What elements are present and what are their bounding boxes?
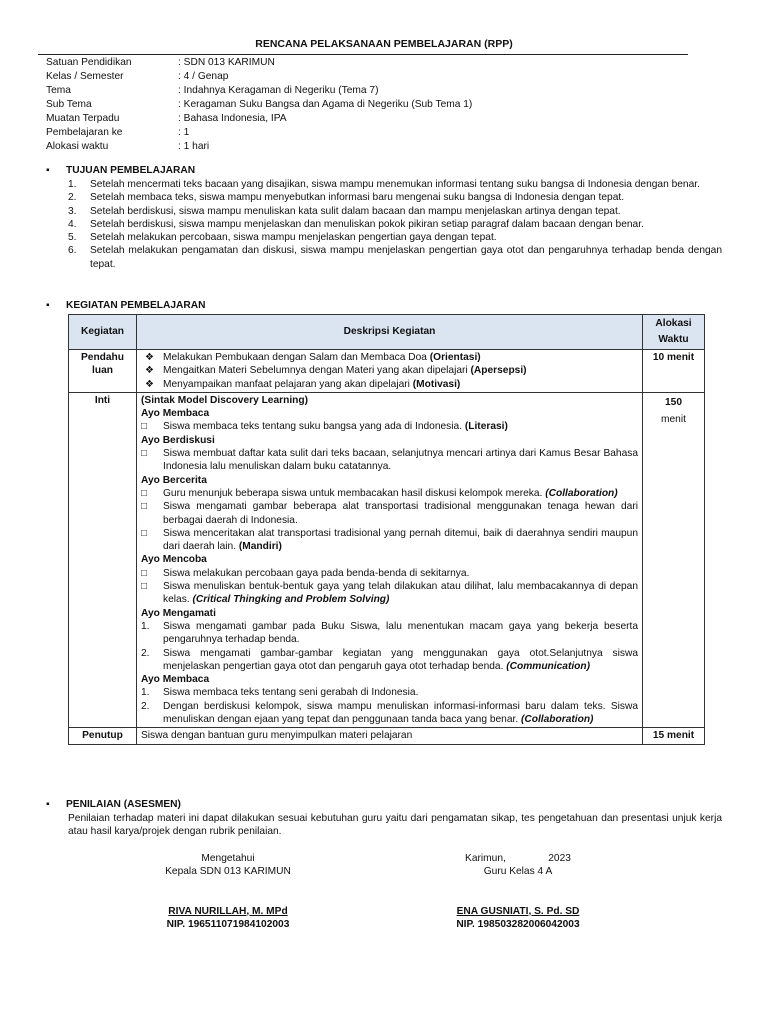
item-number: 1.	[141, 687, 150, 699]
activity-title: Ayo Membaca	[141, 674, 210, 686]
activity-title: Ayo Berdiskusi	[141, 434, 215, 446]
inti-time-unit: menit	[661, 413, 686, 425]
item-tag: (Apersepsi)	[470, 365, 527, 377]
tujuan-item	[68, 205, 722, 218]
item-tag: (Collaboration)	[545, 487, 618, 499]
item-text: Guru menunjuk beberapa siswa untuk membacakan hasil diskusi kelompok mereka.	[163, 487, 546, 499]
inti-label: Inti	[69, 392, 137, 727]
item-tag: (Mandiri)	[238, 541, 282, 553]
tujuan-heading: ▪ TUJUAN PEMBELAJARAN	[46, 165, 196, 176]
penutup-label: Penutup	[69, 728, 137, 744]
activity-title: Ayo Mencoba	[141, 554, 207, 566]
square-bullet-icon: ▪	[46, 799, 50, 810]
activity-title: Ayo Mengamati	[141, 607, 216, 619]
identity-label: Pembelajaran ke	[46, 127, 123, 138]
item-text: Siswa melakukan percobaan gaya pada benda-benda di sekitarnya.	[163, 567, 470, 579]
item-number: 3.	[68, 205, 77, 217]
tujuan-item	[68, 218, 722, 231]
signature-right	[408, 852, 628, 931]
item-text: Siswa mengamati gambar-gambar kegiatan yang menggunakan gaya otot.Selanjutnya siswa menjelaskan pengertian gaya otot dan pengaruh gaya otot terhadap benda.	[163, 647, 638, 672]
activity-item	[141, 686, 638, 699]
item-number: 2.	[141, 647, 150, 659]
right-jabatan: Guru Kelas 4 A	[483, 866, 553, 878]
kegiatan-heading: ▪ KEGIATAN PEMBELAJARAN	[46, 300, 206, 311]
penutup-text: Siswa dengan bantuan guru menyimpulkan materi pelajaran	[137, 728, 643, 744]
checkbox-bullet-icon: □	[141, 421, 148, 433]
right-nip: NIP. 198503282006042003	[456, 918, 580, 930]
item-tag: (Literasi)	[464, 421, 508, 433]
checkbox-bullet-icon: □	[141, 487, 148, 499]
item-number: 4.	[68, 218, 77, 230]
identity-value: : Indahnya Keragaman di Negeriku (Tema 7)	[178, 85, 379, 96]
item-text: Mengaitkan Materi Sebelumnya dengan Materi yang akan dipelajari	[163, 365, 471, 377]
identity-row	[46, 98, 472, 112]
tujuan-list	[68, 178, 722, 271]
checkbox-bullet-icon: □	[141, 567, 148, 579]
checkbox-bullet-icon: □	[141, 501, 148, 513]
item-text: Siswa menuliskan bentuk-bentuk gaya yang telah dilakukan atau dilihat, lalu membacakannya di depan kelas.	[163, 581, 638, 606]
tujuan-item	[68, 244, 722, 271]
kegiatan-table	[68, 314, 705, 745]
item-number: 1.	[141, 620, 150, 632]
identity-label: Sub Tema	[46, 99, 92, 110]
identity-label: Satuan Pendidikan	[46, 57, 132, 68]
identity-label: Alokasi waktu	[46, 141, 109, 152]
right-place-date: Karimun, 2023	[465, 853, 571, 864]
identity-row	[46, 112, 472, 126]
item-text: Setelah berdiskusi, siswa mampu menuliskan kata sulit dalam bacaan dan mampu menjelaskan artinya dengan tepat.	[90, 205, 621, 217]
diamond-bullet-icon: ❖	[145, 365, 154, 377]
pendahuluan-row	[69, 350, 705, 393]
checkbox-bullet-icon: □	[141, 581, 148, 593]
item-number: 2.	[141, 700, 150, 712]
item-text: Siswa membaca teks tentang seni gerabah di Indonesia.	[163, 687, 419, 699]
identity-label: Tema	[46, 85, 71, 96]
identity-value: : 1 hari	[178, 141, 210, 152]
inti-deskripsi	[137, 392, 643, 727]
activity-title: Ayo Bercerita	[141, 474, 207, 486]
left-nip: NIP. 196511071984102003	[166, 918, 290, 930]
identity-row	[46, 70, 472, 84]
activity-item	[141, 700, 638, 727]
identity-label: Muatan Terpadu	[46, 113, 120, 124]
checkbox-bullet-icon: □	[141, 527, 148, 539]
pendahuluan-item	[141, 364, 638, 377]
activity-title: Ayo Membaca	[141, 408, 210, 420]
item-text: Setelah berdiskusi, siswa mampu menjelaskan dan menuliskan pokok pikiran setiap paragraf dalam bacaan dengan benar.	[90, 218, 644, 230]
activity-item	[141, 500, 638, 527]
item-text: Setelah mencermati teks bacaan yang disajikan, siswa mampu menemukan informasi tentang suku bangsa di Indonesia dengan benar.	[90, 179, 700, 190]
item-tag: (Orientasi)	[429, 352, 481, 363]
square-bullet-icon: ▪	[46, 300, 50, 311]
item-text: Setelah membaca teks, siswa mampu menyebutkan informasi baru mengenai suku bangsa di Indonesia dengan tepat.	[90, 192, 625, 204]
activity-item	[141, 487, 638, 500]
identity-row	[46, 56, 472, 70]
item-tag: (Communication)	[506, 660, 591, 672]
activity-item	[141, 580, 638, 607]
pendahuluan-time: 10 menit	[643, 350, 705, 393]
item-text: Siswa mengamati gambar beberapa alat transportasi tradisional menggunakan tenaga hewan dari berbagai daerah di Indonesia.	[163, 501, 638, 526]
item-text: Setelah melakukan pengamatan dan diskusi, siswa mampu menjelaskan pengertian gaya otot dan pengaruhnya terhadap benda dengan tepat.	[90, 245, 722, 270]
item-number: 5.	[68, 232, 77, 244]
identity-row	[46, 126, 472, 140]
inti-time	[643, 392, 705, 727]
diamond-bullet-icon: ❖	[145, 378, 154, 390]
col-kegiatan-header: Kegiatan	[69, 315, 137, 350]
inti-time-number: 150	[665, 396, 682, 408]
activity-item	[141, 567, 638, 580]
item-tag: (Motivasi)	[412, 378, 461, 390]
tujuan-item	[68, 178, 722, 191]
activity-item	[141, 420, 638, 433]
item-tag: (Critical Thingking and Problem Solving)	[192, 594, 390, 606]
pendahuluan-label: Pendahu luan	[69, 350, 137, 393]
pendahuluan-item	[141, 378, 638, 391]
pendahuluan-deskripsi	[137, 350, 643, 393]
item-text: Dengan berdiskusi kelompok, siswa mampu menuliskan informasi-informasi baru dalam teks. Siswa menuliskan dengan ejaan yang tepat dan penggunaan tanda baca yang benar.	[163, 700, 638, 726]
item-text: Siswa menceritakan alat transportasi tradisional yang pernah ditemui, baik di daerahnya sendiri maupun dari daerah lain.	[163, 527, 638, 553]
col-deskripsi-header: Deskripsi Kegiatan	[137, 315, 643, 350]
tujuan-item	[68, 231, 722, 244]
kegiatan-header-row	[69, 315, 705, 350]
activity-item	[141, 647, 638, 674]
identity-value: : Keragaman Suku Bangsa dan Agama di Negeriku (Sub Tema 1)	[178, 99, 473, 110]
pendahuluan-item	[141, 351, 638, 364]
identity-row	[46, 84, 472, 98]
penilaian-text: Penilaian terhadap materi ini dapat dilakukan sesuai kebutuhan guru yaitu dari pengamatan sikap, tes pengetahuan dan presentasi unjuk kerja atau hasil karya/projek dengan rubrik penilaian.	[68, 813, 722, 838]
diamond-bullet-icon: ❖	[145, 352, 154, 363]
item-number: 2.	[68, 192, 77, 204]
penutup-time: 15 menit	[643, 728, 705, 744]
document-title: RENCANA PELAKSANAAN PEMBELAJARAN (RPP)	[255, 38, 513, 50]
tujuan-item	[68, 191, 722, 204]
sintak-label: (Sintak Model Discovery Learning)	[141, 394, 308, 406]
left-name: RIVA NURILLAH, M. MPd	[168, 905, 288, 917]
right-name: ENA GUSNIATI, S. Pd. SD	[456, 905, 580, 917]
activity-item	[141, 527, 638, 554]
identity-value: : 1	[178, 127, 190, 138]
item-text: Siswa mengamati gambar pada Buku Siswa, lalu menentukan macam gaya yang bekerja beserta pengaruhnya terhadap benda.	[163, 620, 638, 646]
item-text: Siswa membuat daftar kata sulit dari teks bacaan, selanjutnya mencari artinya dari Kamus Besar Bahasa Indonesia lalu menuliskan dalam buku catatannya.	[163, 448, 638, 473]
signature-left	[118, 852, 338, 931]
penutup-row	[69, 728, 705, 744]
item-text: Siswa membaca teks tentang suku bangsa yang ada di Indonesia.	[163, 421, 465, 433]
item-text: Setelah melakukan percobaan, siswa mampu menjelaskan pengertian gaya dengan tepat.	[90, 232, 497, 244]
left-jabatan: Kepala SDN 013 KARIMUN	[165, 866, 291, 878]
item-tag: (Collaboration)	[521, 714, 594, 726]
left-mengetahui: Mengetahui	[201, 853, 255, 864]
inti-row	[69, 392, 705, 727]
identity-value: : Bahasa Indonesia, IPA	[178, 113, 287, 124]
col-alokasi-header: Alokasi Waktu	[643, 315, 705, 350]
identity-table	[46, 56, 472, 154]
checkbox-bullet-icon: □	[141, 448, 148, 460]
activity-item	[141, 447, 638, 474]
item-number: 1.	[68, 179, 77, 190]
activity-item	[141, 620, 638, 647]
identity-label: Kelas / Semester	[46, 71, 124, 82]
identity-value: : SDN 013 KARIMUN	[178, 57, 275, 68]
penilaian-heading: ▪ PENILAIAN (ASESMEN)	[46, 799, 181, 810]
item-text: Menyampaikan manfaat pelajaran yang akan dipelajari	[163, 378, 413, 390]
identity-row	[46, 140, 472, 154]
square-bullet-icon: ▪	[46, 165, 50, 176]
item-number: 6.	[68, 245, 77, 257]
title-divider	[38, 54, 688, 55]
item-text: Melakukan Pembukaan dengan Salam dan Membaca Doa	[163, 352, 430, 363]
identity-value: : 4 / Genap	[178, 71, 229, 82]
